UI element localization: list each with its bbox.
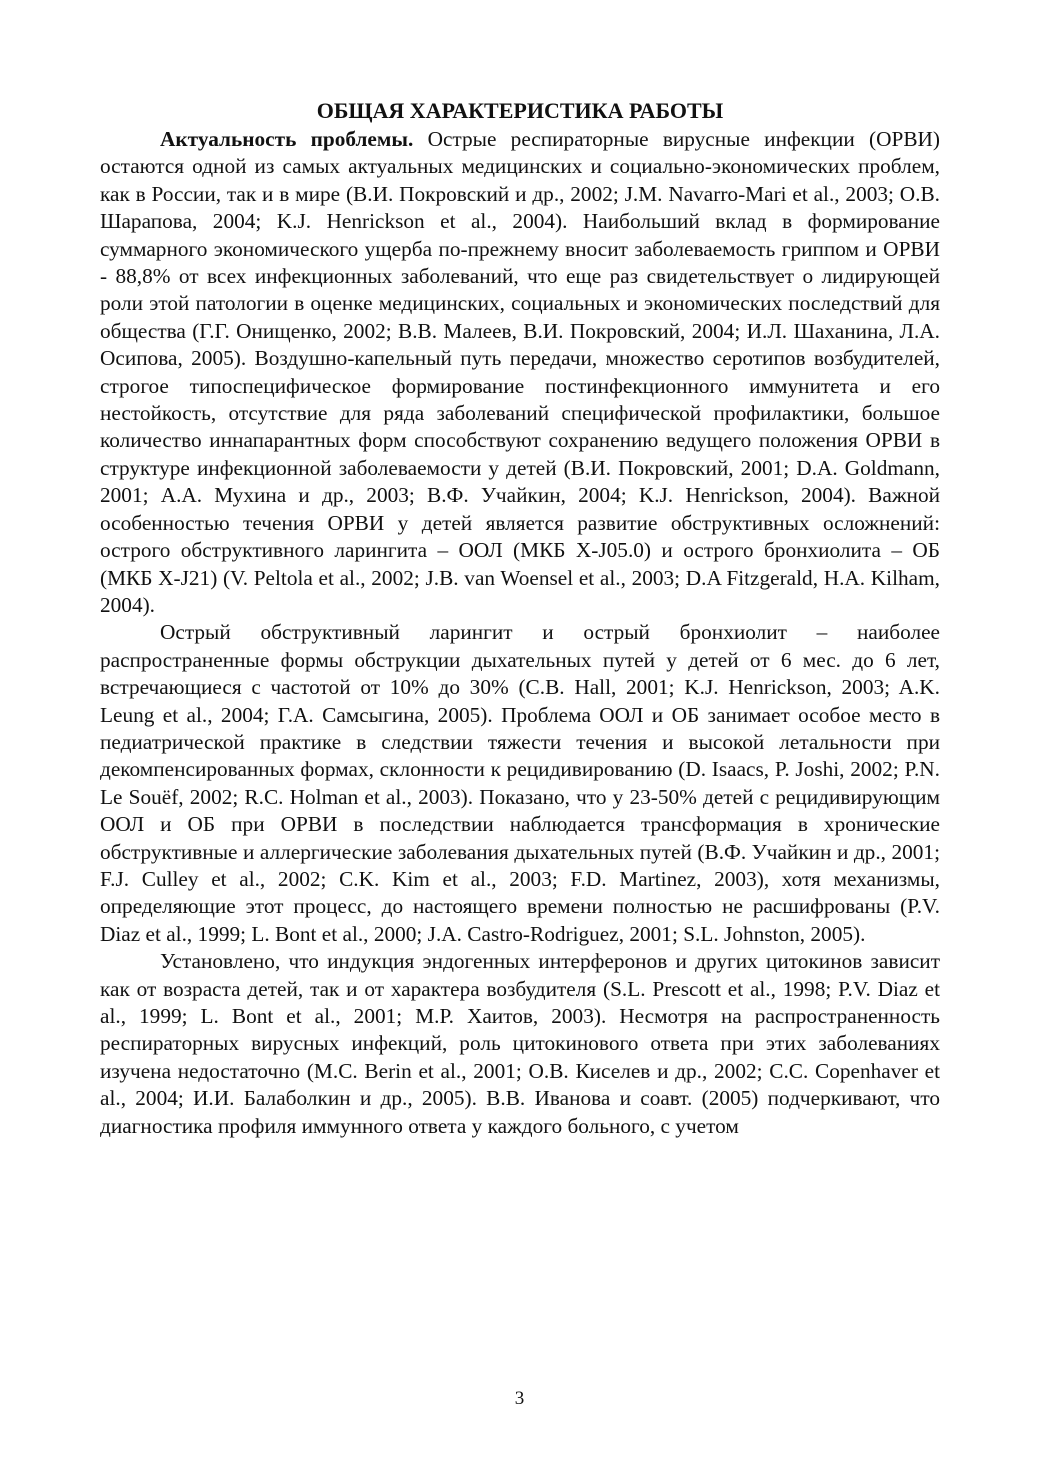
page-number: 3 — [514, 1388, 525, 1409]
paragraph-obstruction — [100, 619, 940, 948]
document-page — [100, 98, 940, 1140]
document-title: ОБЩАЯ ХАРАКТЕРИСТИКА РАБОТЫ — [316, 98, 724, 123]
paragraph-text: Острые респираторные вирусные инфекции (ОРВИ) остаются одной из самых актуальных медицинских и социально-экономических проблем, как в России, так и в мире (В.И. Покровский и др., 2002; J.M. Navarro-Mari et al., 2003; О.В. Шарапова, 2004; K.J. Henrickson et al., 2004). Наибольший вклад в формирование суммарного экономического ущерба по-прежнему вносит заболеваемость гриппом и ОРВИ - 88,8% от всех инфекционных заболеваний, что еще раз свидетельствует о лидирующей роли этой патологии в оценке медицинских, социальных и экономических последствий для общества (Г.Г. Онищенко, 2002; В.В. Малеев, В.И. Покровский, 2004; И.Л. Шаханина, Л.А. Осипова, 2005). Воздушно-капельный путь передачи, множество серотипов возбудителей, строгое типоспецифическое формирование постинфекционного иммунитета и его нестойкость, отсутствие для ряда заболеваний специфической профилактики, большое количество иннапарантных форм способствуют сохранению ведущего положения ОРВИ в структуре инфекционной заболеваемости у детей (В.И. Покровский, 2001; D.A. Goldmann, 2001; А.А. Мухина и др., 2003; В.Ф. Учайкин, 2004; K.J. Henrickson, 2004). Важной особенностью течения ОРВИ у детей является развитие обструктивных осложнений: острого обструктивного ларингита – ООЛ (МКБ X-J05.0) и острого бронхиолита – ОБ (МКБ X-J21) (V. Peltola et al., 2002; J.B. van Woensel et al., 2003; D.A Fitzgerald, H.A. Kilham, 2004). — [100, 127, 941, 617]
paragraph-text: Установлено, что индукция эндогенных интерферонов и других цитокинов зависит как от возраста детей, так и от характера возбудителя (S.L. Prescott et al., 1998; P.V. Diaz et al., 1999; L. Bont et al., 2001; М.Р. Хаитов, 2003). Несмотря на распространенность респираторных вирусных инфекций, роль цитокинового ответа при этих заболеваниях изучена недостаточно (M.C. Berin et al., 2001; О.В. Киселев и др., 2002; C.C. Copenhaver et al., 2004; И.И. Балаболкин и др., 2005). В.В. Иванова и соавт. (2005) подчеркивают, что диагностика профиля иммунного ответа у каждого больного, с учетом — [100, 949, 940, 1138]
paragraph-text: Острый обструктивный ларингит и острый бронхиолит – наиболее распространенные формы обструкции дыхательных путей у детей от 6 мес. до 6 лет, встречающиеся с частотой от 10% до 30% (C.B. Hall, 2001; K.J. Henrickson, 2003; A.K. Leung et al., 2004; Г.А. Самсыгина, 2005). Проблема ООЛ и ОБ занимает особое место в педиатрической практике в следствии тяжести течения и высокой летальности при декомпенсированных формах, склонности к рецидивированию (D. Isaacs, P. Joshi, 2002; P.N. Le Souëf, 2002; R.C. Holman et al., 2003). Показано, что у 23-50% детей с рецидивирующим ООЛ и ОБ при ОРВИ в последствии наблюдается трансформация в хронические обструктивные и аллергические заболевания дыхательных путей (В.Ф. Учайкин и др., 2001; F.J. Culley et al., 2002; C.K. Kim et al., 2003; F.D. Martinez, 2003), хотя механизмы, определяющие этот процесс, до настоящего времени полностью не расшифрованы (P.V. Diaz et al., 1999; L. Bont et al., 2000; J.A. Castro-Rodriguez, 2001; S.L. Johnston, 2005). — [100, 620, 940, 946]
paragraph-lead: Актуальность проблемы. — [160, 127, 414, 151]
paragraph-cytokines — [100, 948, 940, 1140]
paragraph-relevance — [100, 126, 940, 619]
